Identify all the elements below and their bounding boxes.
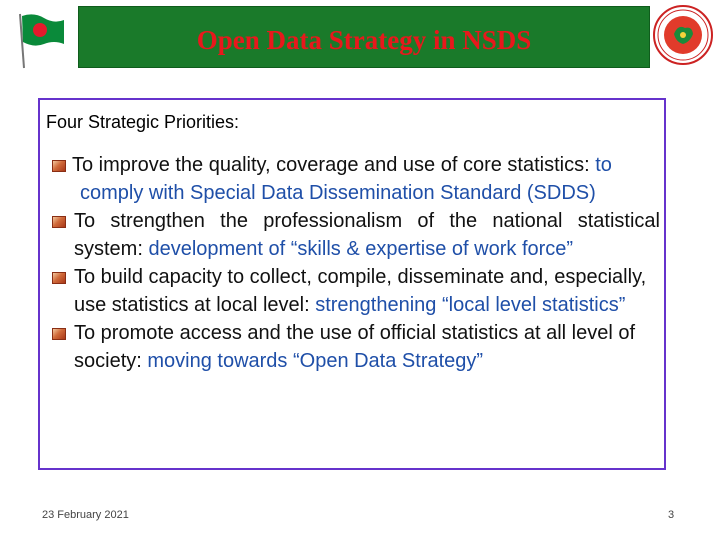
priorities-list [46, 151, 664, 375]
government-seal-icon [652, 4, 714, 66]
priority-text: To strengthen the professionalism of the national statistical system: [74, 210, 660, 260]
priority-text: To improve the quality, coverage and use of core statistics: [72, 154, 596, 176]
priority-text: To promote access and the use of official statistics at all level of society: [74, 322, 636, 372]
title-banner [78, 6, 650, 68]
priority-text: To build capacity to collect, compile, disseminate and, especially, use statistics at local level: [74, 266, 647, 316]
list-item [46, 263, 664, 319]
priorities-heading: Four Strategic Priorities: [46, 112, 240, 132]
square-bullet-icon [52, 272, 66, 284]
list-item [46, 319, 664, 375]
list-item [46, 207, 664, 263]
square-bullet-icon [52, 216, 66, 228]
priority-highlight: strengthening “local level statistics” [315, 294, 626, 316]
list-item [46, 151, 664, 207]
priority-highlight: moving towards “Open Data Strategy” [147, 350, 484, 372]
footer-date: 23 February 2021 [42, 509, 129, 521]
bangladesh-flag-icon [14, 10, 66, 70]
square-bullet-icon [52, 328, 66, 340]
priority-highlight: to comply with Special Data Dissemination Standard (SDDS) [80, 154, 612, 204]
content-box [38, 98, 666, 470]
priority-highlight: development of “skills & expertise of work force” [148, 238, 574, 260]
page-number: 3 [668, 509, 675, 521]
slide-title: Open Data Strategy in NSDS [196, 24, 532, 55]
square-bullet-icon [52, 160, 66, 172]
